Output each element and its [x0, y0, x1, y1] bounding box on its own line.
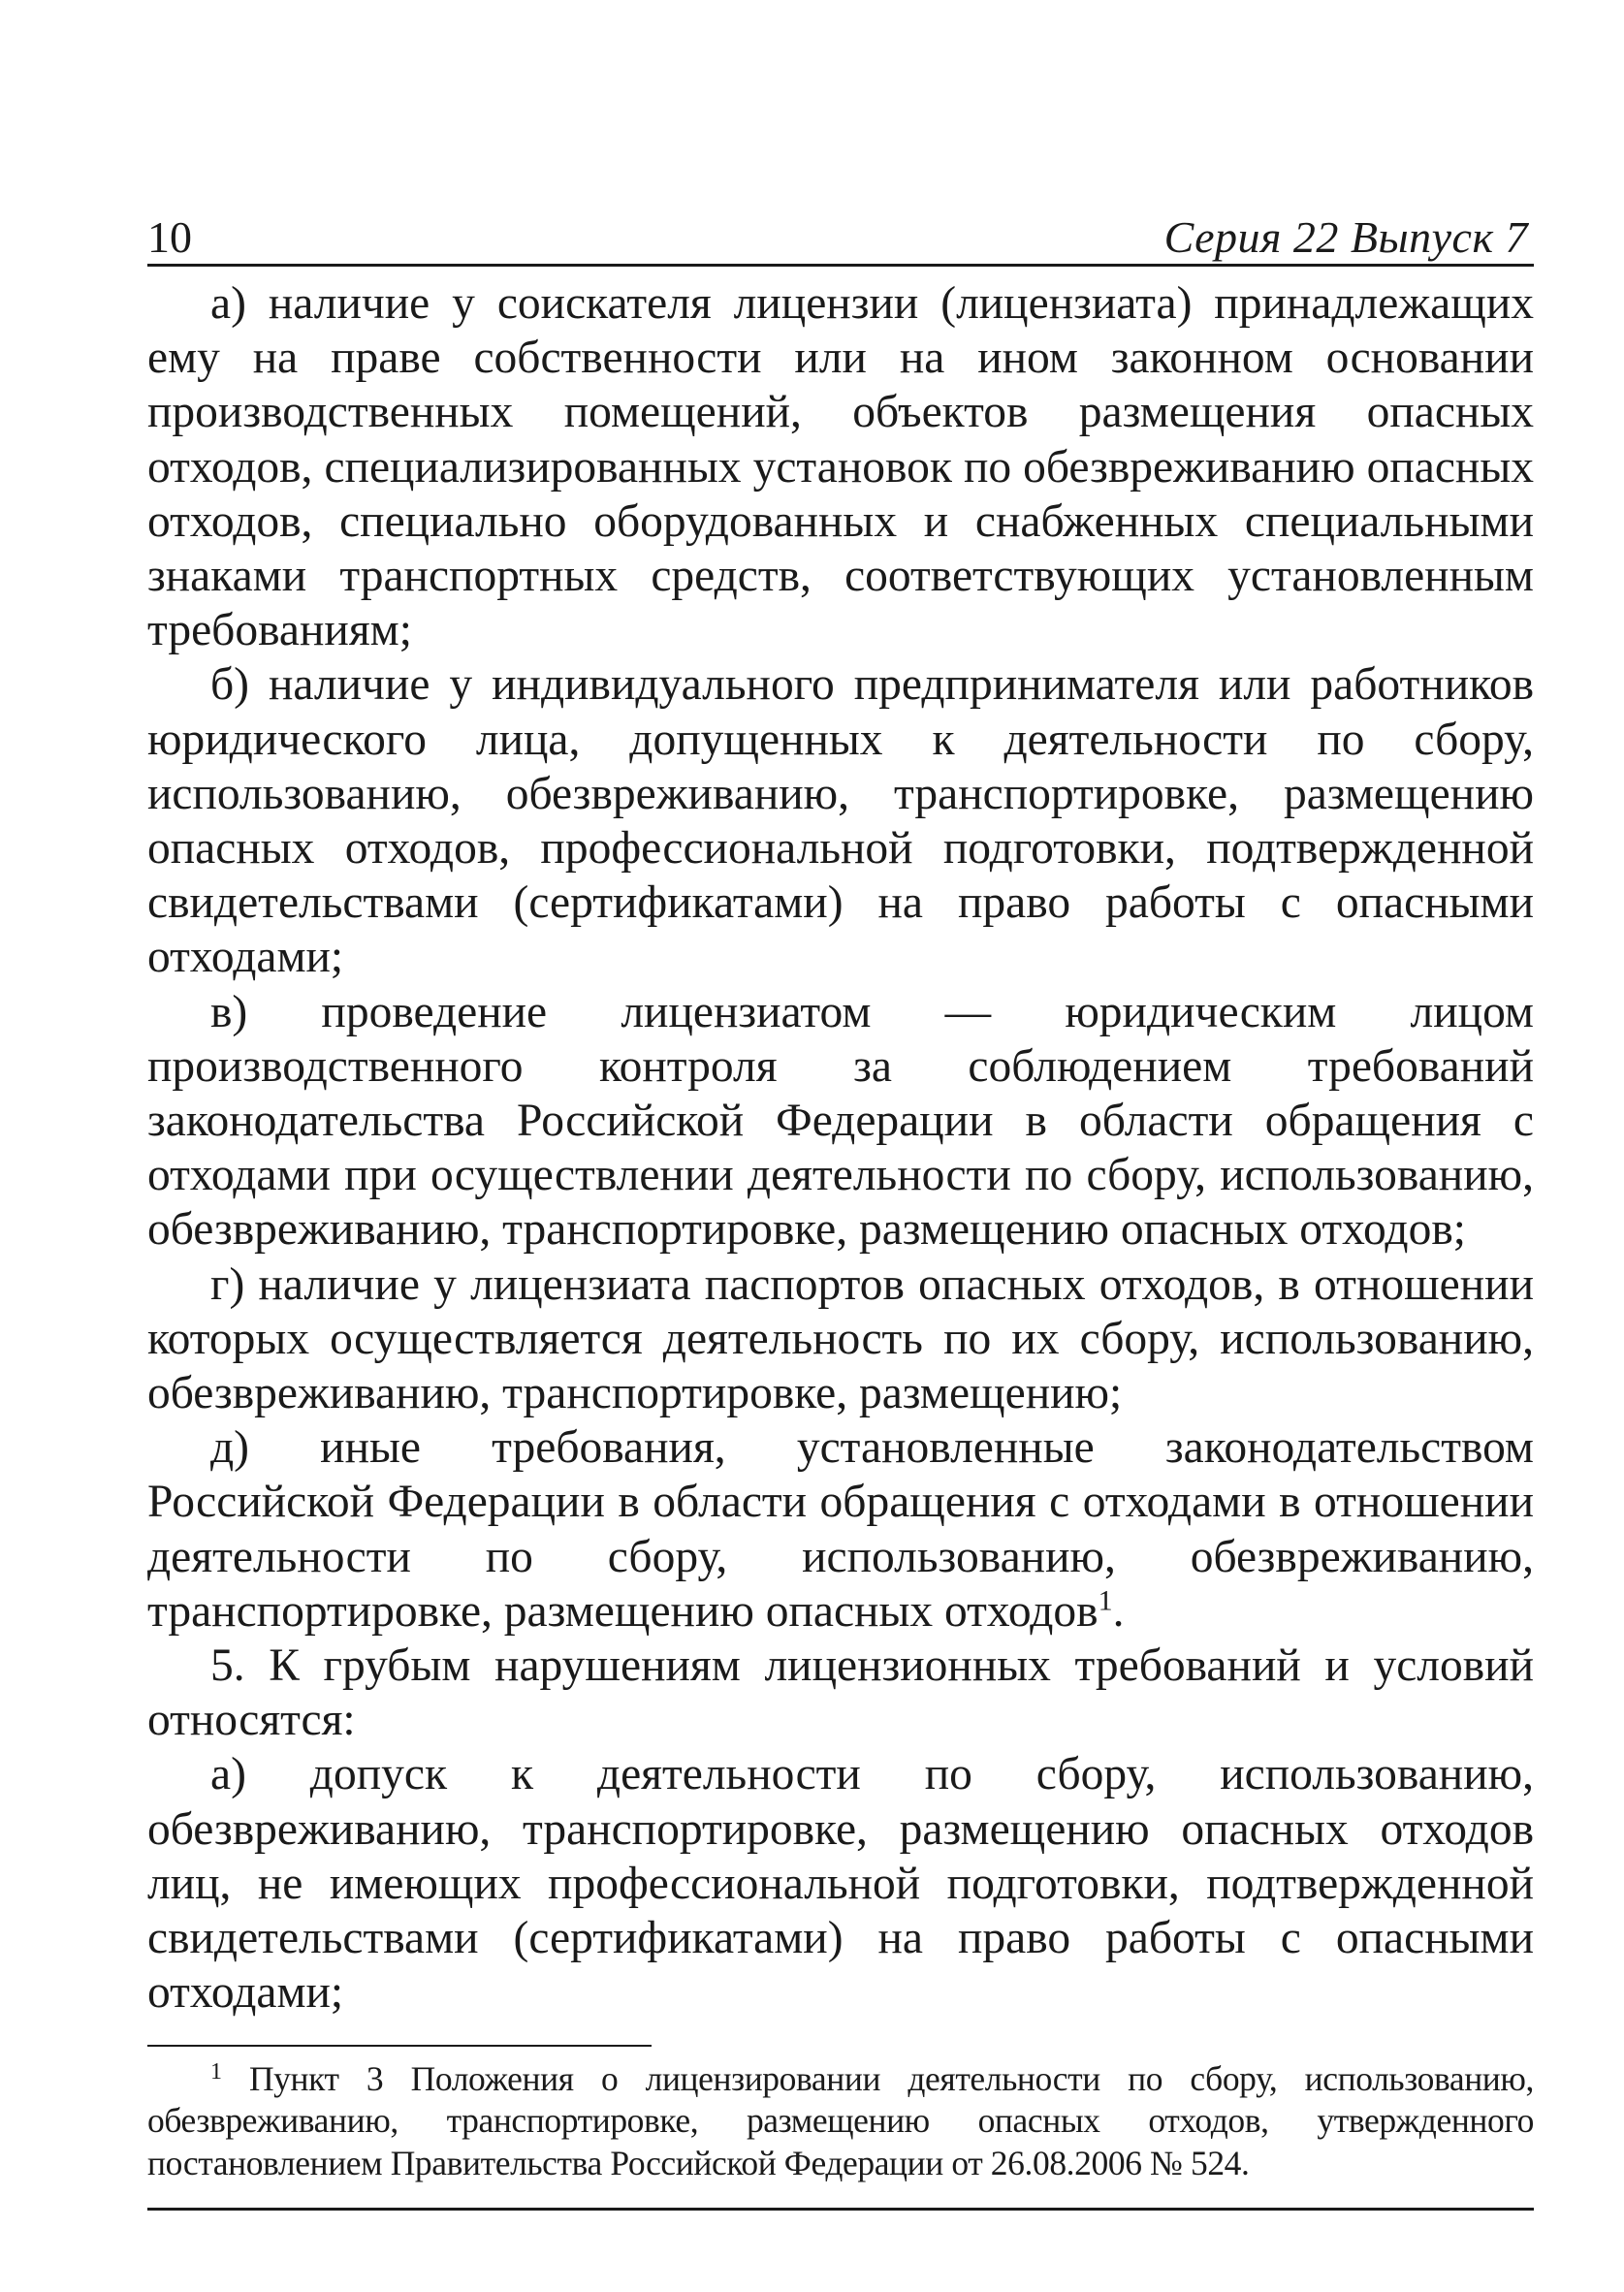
paragraph-v: в) проведение лицензиатом — юридическим лицом производственного контроля за соблюдением требований законодательства Российской Федерации в области обращения с отходами при осуществлении деятельности по сбору, использованию, обезвреживанию, транспортировке, размещению опасных отходов;: [147, 986, 1534, 1256]
footnote-marker: 1: [210, 2058, 222, 2085]
paragraph-5a: а) допуск к деятельности по сбору, использованию, обезвреживанию, транспортировке, размещению опасных отходов лиц, не имеющих профессиональной подготовки, подтвержденной свидетельствами (сертификатами) на право работы с опасными отходами;: [147, 1749, 1534, 2019]
footnote-reference: 1: [1098, 1584, 1113, 1617]
paragraph-d-text: д) иные требования, установленные законодательством Российской Федерации в области обращения с отходами в отношении деятельности по сбору, использованию, обезвреживанию, транспортировке, размещению опасных отходов: [147, 1422, 1534, 1637]
document-page: [147, 200, 1534, 2275]
page-header: [147, 200, 1534, 267]
running-title: Серия 22 Выпуск 7: [1163, 212, 1528, 262]
paragraph-5: 5. К грубым нарушениям лицензионных требований и условий относятся:: [147, 1640, 1534, 1746]
paragraph-a: а) наличие у соискателя лицензии (лицензиата) принадлежащих ему на праве собственности или на ином законном основании производственных помещений, объектов размещения опасных отходов, специализированных установок по обезвреживанию опасных отходов, специально оборудованных и снабженных специальными знаками транспортных средств, соответствующих установленным требованиям;: [147, 278, 1534, 656]
footnote: [147, 2058, 1534, 2185]
page-bottom-rule: [147, 2208, 1534, 2211]
body-text: [147, 276, 1534, 2021]
paragraph-d-end: .: [1112, 1585, 1125, 1637]
paragraph-g: г) наличие у лицензиата паспортов опасных отходов, в отношении которых осуществляется деятельность по их сбору, использованию, обезвреживанию, транспортировке, размещению;: [147, 1258, 1534, 1419]
paragraph-b: б) наличие у индивидуального предпринимателя или работников юридического лица, допущенных к деятельности по сбору, использованию, обезвреживанию, транспортировке, размещению опасных отходов, профессиональной подготовки, подтвержденной свидетельствами (сертификатами) на право работы с опасными отходами;: [147, 659, 1534, 983]
page-number: 10: [147, 212, 192, 262]
footnote-divider: [147, 2045, 652, 2047]
paragraph-d: [147, 1420, 1534, 1639]
footnote-text: Пункт 3 Положения о лицензировании деятельности по сбору, использованию, обезвреживанию, транспортировке, размещению опасных отходов, утвержденного постановлением Правительства Российской Федерации от 26.08.2006 № 524.: [147, 2058, 1535, 2182]
